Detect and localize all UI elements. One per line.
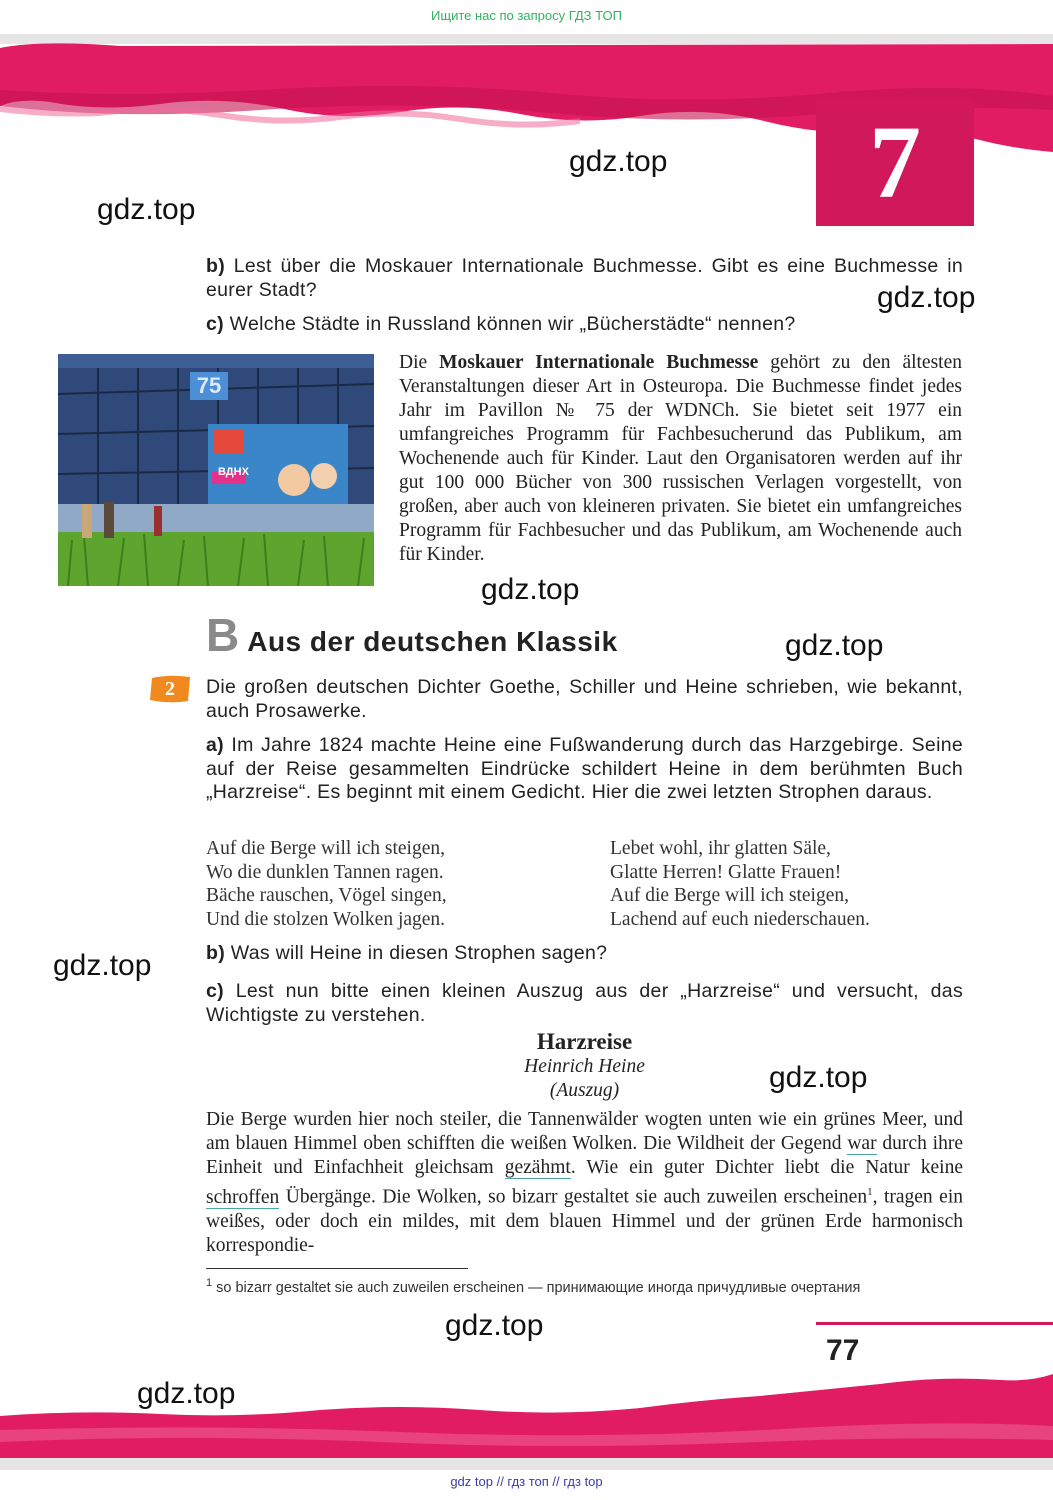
underlined-word: gezähmt (504, 1157, 571, 1178)
prose-text: , tragen ein weißes, oder doch ein mildes, mit dem blauen Himmel und der grünen Erde harmonisch korrespondie- (206, 1186, 963, 1256)
task-c (206, 313, 876, 337)
section-heading (206, 608, 618, 662)
poem-left (206, 837, 447, 931)
text-title: Harzreise (536, 1029, 633, 1054)
watermark: gdz.top (877, 281, 976, 314)
task-c-label: c) (206, 313, 224, 335)
bottom-banner-text: gdz top // гдз топ // гдз top (450, 1474, 603, 1489)
poem-line: Glatte Herren! Glatte Frauen! (610, 861, 842, 883)
watermark: gdz.top (481, 573, 580, 606)
task-c2-label: c) (206, 980, 224, 1002)
watermark: gdz.top (53, 949, 152, 982)
poem-line: Lachend auf euch niederschauen. (610, 908, 870, 930)
underlined-word: schroffen (206, 1186, 280, 1208)
page-number: 77 (826, 1334, 860, 1367)
poem-line: Und die stolzen Wolken jagen. (206, 908, 446, 930)
poem-line: Auf die Berge will ich steigen, (610, 885, 849, 906)
footnote-mark: 1 (206, 1277, 213, 1289)
prose-text: durch ihre Einheit und Einfachheit gleichsam (206, 1133, 963, 1178)
task-b2-text: Was will Heine in diesen Strophen sagen? (225, 942, 608, 964)
poem-line: Lebet wohl, ihr glatten Säle, (610, 838, 831, 859)
top-banner (0, 0, 1053, 32)
task-c2-text: Lest nun bitte einen kleinen Auszug aus der „Harzreise“ und versucht, das Wichtigste zu verstehen. (206, 980, 963, 1026)
footnote-text: so bizarr gestaltet sie auch zuweilen erscheinen — принимающие иногда причудливые очертания (212, 1279, 861, 1296)
task-a-label: a) (206, 734, 224, 756)
exercise-number-badge (148, 674, 192, 704)
chapter-number: 7 (816, 100, 974, 226)
prose-text: Übergänge. Die Wolken, so bizarr gestaltet sie auch zuweilen erscheinen (279, 1186, 868, 1208)
text-author: Heinrich Heine (524, 1056, 645, 1077)
underlined-word: war (847, 1133, 877, 1154)
prose-excerpt (206, 1108, 963, 1258)
exercise-intro: Die großen deutschen Dichter Goethe, Schiller und Heine schrieben, wie bekannt, auch Prosawerke. (206, 676, 963, 722)
poem-line: Auf die Berge will ich steigen, (206, 838, 445, 859)
watermark: gdz.top (97, 193, 196, 226)
top-banner-text: Ищите нас по запросу ГДЗ ТОП (431, 8, 622, 23)
text-note: (Auszug) (549, 1080, 620, 1101)
watermark: gdz.top (769, 1061, 868, 1094)
task-b2-label: b) (206, 942, 226, 964)
task-c2 (206, 980, 963, 1027)
section-letter: B (206, 609, 240, 661)
info-text: gehört zu den ältesten Veranstaltungen dieser Art in Osteuropa. Die Buchmesse findet jedes Jahr im Pavillon № 75 der WDNCh. Sie bietet seit 1977 ein umfangreiches Programm für Fachbesucherund das Publikum, am Wochenende auch für Kinder. Laut den Organisatoren werden auf ihr gut 100 000 Bücher von 300 russischen Verlagen vorgestellt, von großen, aber auch von kleineren privaten. Sie bietet ein umfangreiches Programm für Fachbesucher und das Publikum, am Wochenende auch für Kinder. (399, 352, 963, 565)
book-fair-photo (58, 354, 374, 586)
task-a-text: Im Jahre 1824 machte Heine eine Fußwanderung durch das Harzgebirge. Seine auf der Reise gesammelten Eindrücke schildert Heine in dem berühmten Buch „Harzreise“. Es beginnt mit einem Gedicht. Hier die zwei letzten Strophen daraus. (206, 734, 963, 803)
task-b-label: b) (206, 255, 226, 277)
section-title: Aus der deutschen Klassik (247, 626, 618, 657)
page-number-rule (816, 1322, 1053, 1325)
watermark: gdz.top (569, 145, 668, 178)
watermark: gdz.top (137, 1377, 236, 1410)
poem-right (610, 837, 870, 931)
prose-text: Die Berge wurden hier noch steiler, die Tannenwälder wogten unten wie ein grünes Meer, und am blauen Himmel oben schifften die weißen Wolken. Die Wildheit der Gegend (206, 1109, 963, 1154)
task-b-text: Lest über die Moskauer Internationale Buchmesse. Gibt es eine Buchmesse in eurer Stadt? (206, 255, 963, 301)
task-a (206, 734, 963, 805)
footnote-ref[interactable]: 1 (867, 1186, 873, 1198)
pavilion-number: 75 (190, 372, 228, 400)
footer-paint-band (0, 1370, 1053, 1470)
poem-line: Bäche rauschen, Vögel singen, (206, 885, 447, 906)
footnote-divider (206, 1268, 468, 1269)
footnote (206, 1274, 963, 1298)
task-b2 (206, 942, 963, 966)
poem-line: Wo die dunklen Tannen ragen. (206, 861, 444, 883)
watermark: gdz.top (445, 1309, 544, 1342)
info-intro: Die (399, 352, 440, 373)
task-b (206, 255, 963, 302)
info-bold: Moskauer Internationale Buchmesse (439, 352, 759, 373)
prose-text: . Wie ein guter Dichter liebt die Natur keine (570, 1157, 963, 1178)
bottom-banner (0, 1470, 1053, 1500)
watermark: gdz.top (785, 629, 884, 662)
book-fair-info (399, 351, 962, 567)
task-c-text: Welche Städte in Russland können wir „Bücherstädte“ nennen? (223, 313, 796, 335)
banner-text: ВДНХ (218, 466, 249, 478)
exercise-number: 2 (165, 678, 175, 700)
